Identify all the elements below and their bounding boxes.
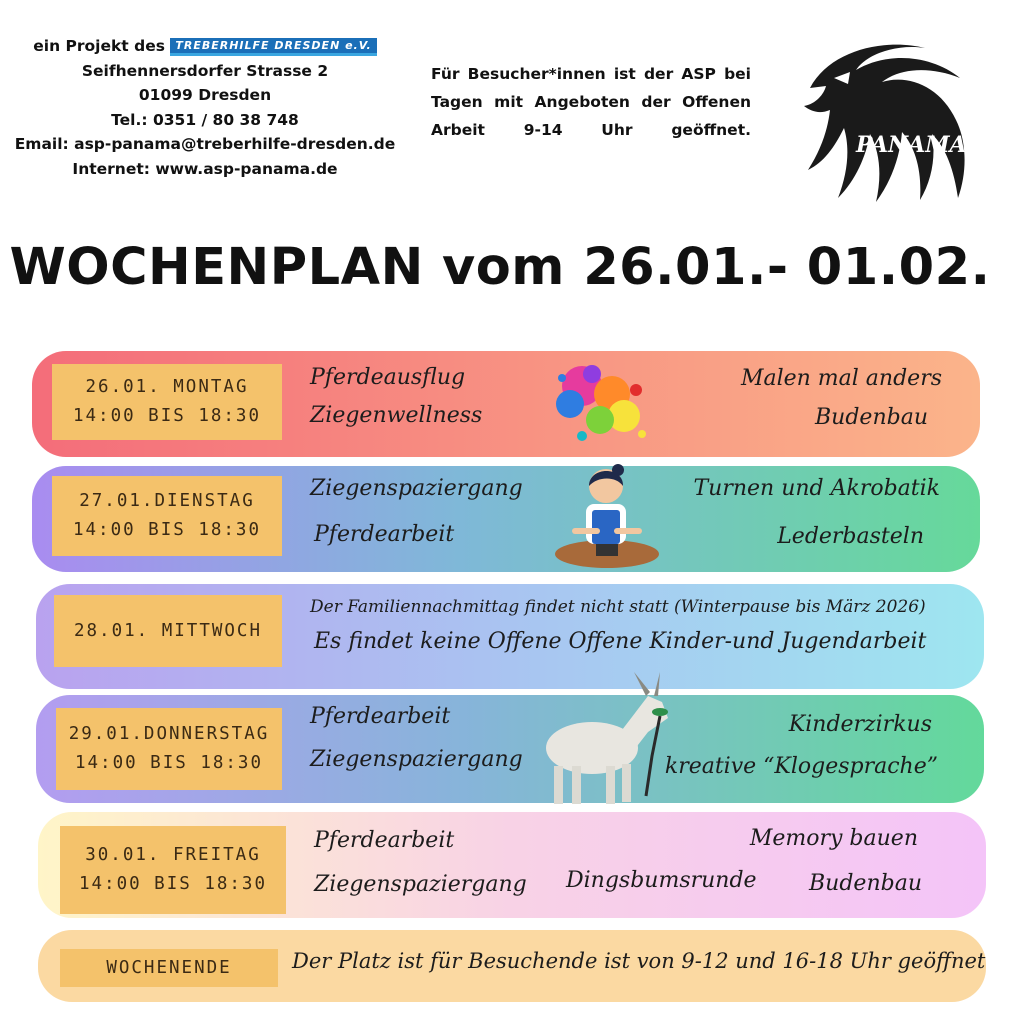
activity: Ziegenspaziergang <box>310 476 523 501</box>
activity: Ziegenspaziergang <box>314 872 527 897</box>
day-box-wednesday <box>54 595 282 667</box>
day-box-tuesday <box>52 476 282 556</box>
activity: Pferdearbeit <box>310 704 451 729</box>
day-time: 14:00 BIS 18:30 <box>72 520 262 540</box>
day-time: 14:00 BIS 18:30 <box>74 753 264 773</box>
day-box-monday <box>52 364 282 440</box>
phone: Tel.: 0351 / 80 38 748 <box>111 110 299 129</box>
goat-image <box>530 666 680 810</box>
activity: Pferdearbeit <box>314 522 455 547</box>
project-prefix: ein Projekt des <box>33 37 165 55</box>
activity: kreative “Klogesprache” <box>664 754 938 779</box>
activity: Pferdearbeit <box>314 828 455 853</box>
activity: Memory bauen <box>749 826 918 851</box>
day-box-friday <box>60 826 286 914</box>
email: Email: asp-panama@treberhilfe-dresden.de <box>14 135 396 153</box>
activity: Ziegenwellness <box>310 403 483 428</box>
paint-splash-image <box>552 356 652 452</box>
crafting-girl-image <box>552 460 662 572</box>
opening-notice: Für Besucher*innen ist der ASP bei Tagen mit Angeboten der Offenen Arbeit 9-14 Uhr geöffnet. <box>431 65 751 139</box>
street: Seifhennersdorfer Strasse 2 <box>81 61 329 80</box>
notice-line: Der Familiennachmittag findet nicht statt (Winterpause bis März 2026) <box>310 597 926 617</box>
activity: Pferdeausflug <box>310 365 466 390</box>
city: 01099 Dresden <box>138 86 272 104</box>
project-line <box>10 34 400 59</box>
activity: Malen mal anders <box>740 366 942 391</box>
activity: Kinderzirkus <box>788 712 932 737</box>
day-date: 30.01. FREITAG <box>85 845 261 865</box>
svg-text:PANAMA: PANAMA <box>856 132 967 158</box>
day-date: 29.01.DONNERSTAG <box>68 724 270 744</box>
day-time: 14:00 BIS 18:30 <box>72 406 262 426</box>
address-block <box>10 34 400 181</box>
activity: Dingsbumsrunde <box>566 868 757 893</box>
activity: Turnen und Akrobatik <box>693 476 940 501</box>
day-box-thursday <box>56 708 282 790</box>
day-date: 26.01. MONTAG <box>85 377 249 397</box>
activity: Ziegenspaziergang <box>310 747 523 772</box>
treberhilfe-logo: TREBERHILFE DRESDEN e.V. <box>170 38 376 56</box>
day-box-weekend <box>60 949 278 987</box>
day-date: 28.01. MITTWOCH <box>73 620 263 641</box>
activity: Budenbau <box>809 871 922 896</box>
page-title: WOCHENPLAN vom 26.01.- 01.02. <box>9 238 991 297</box>
day-date: WOCHENENDE <box>106 958 232 978</box>
weekend-text: Der Platz ist für Besuchende ist von 9-12 und 16-18 Uhr geöffnet <box>292 949 986 973</box>
internet: Internet: www.asp-panama.de <box>72 159 338 178</box>
activity: Lederbasteln <box>777 524 924 549</box>
notice-line: Es findet keine Offene Offene Kinder-und Jugendarbeit <box>314 629 927 654</box>
day-date: 27.01.DIENSTAG <box>79 491 255 511</box>
day-time: 14:00 BIS 18:30 <box>78 874 268 894</box>
activity: Budenbau <box>815 405 928 430</box>
panama-logo <box>790 30 985 210</box>
